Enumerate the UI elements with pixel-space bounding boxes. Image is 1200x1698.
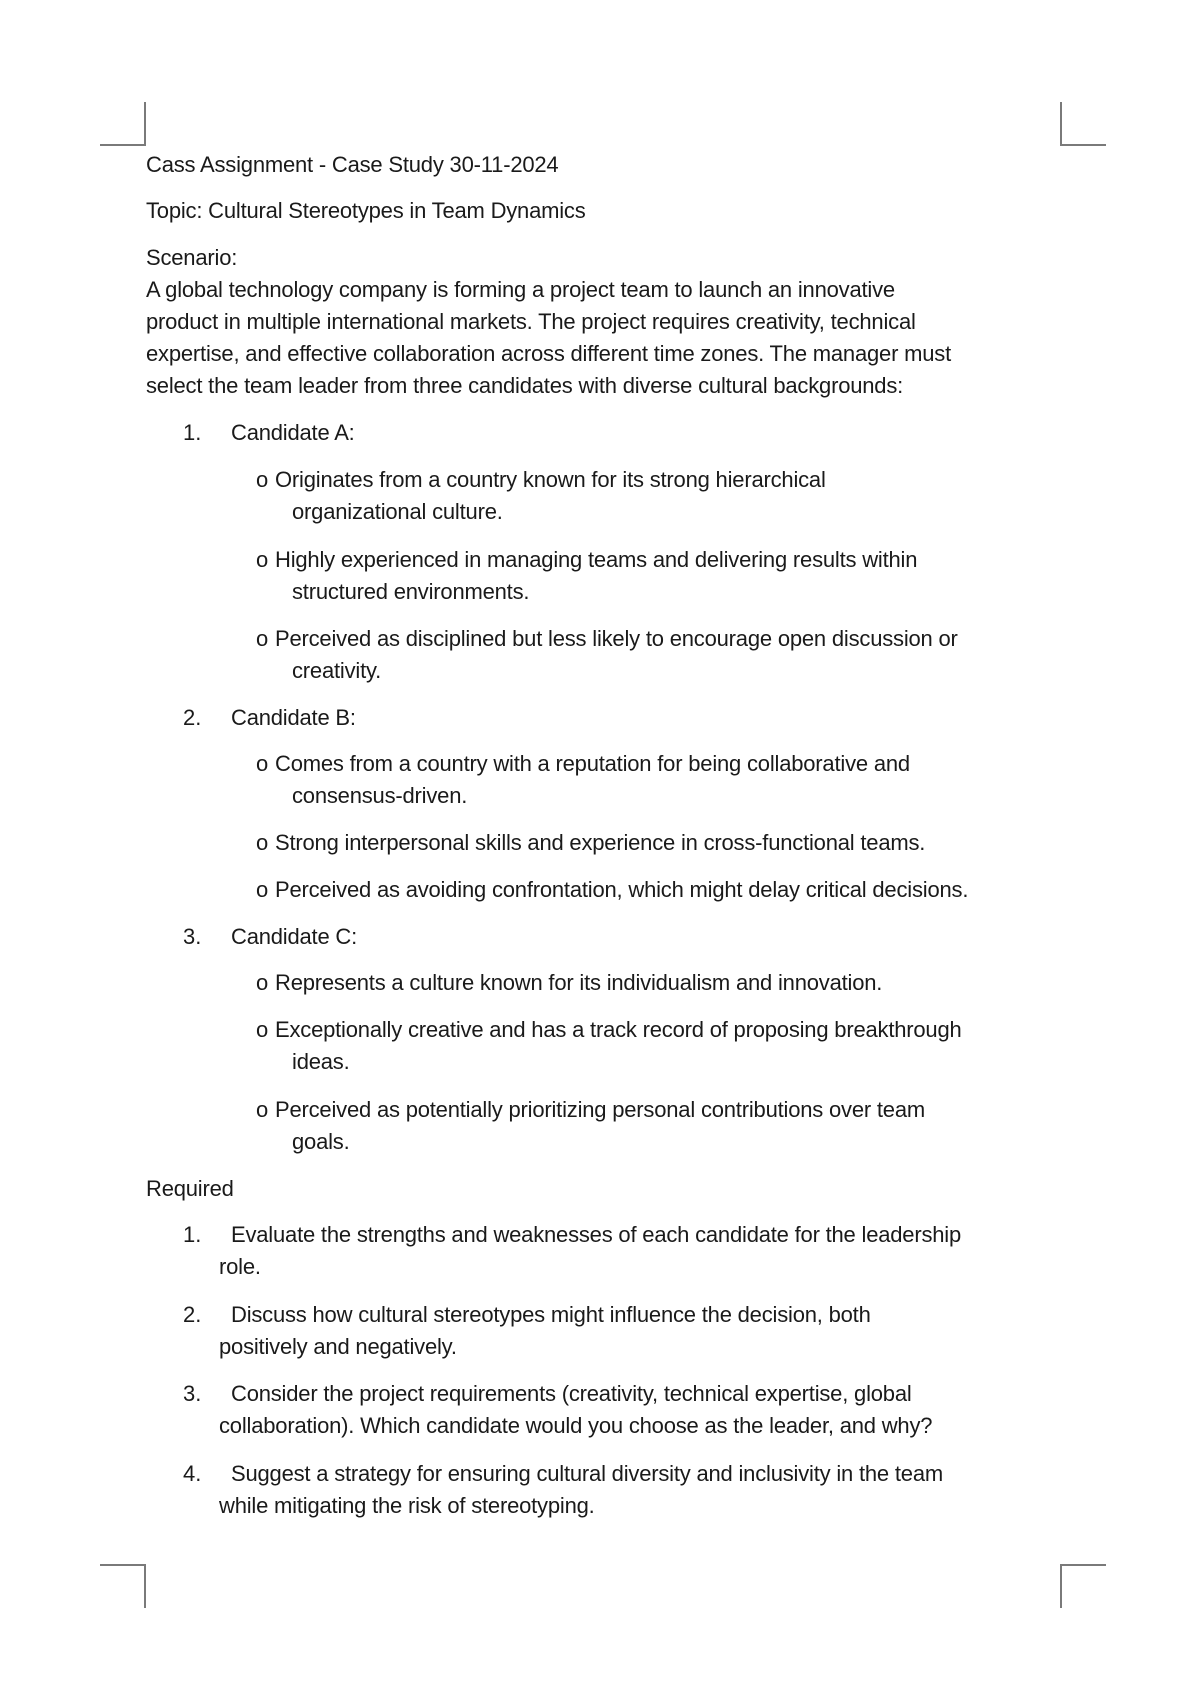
crop-mark-bottom-right-vertical — [1060, 1564, 1062, 1608]
required-line: Consider the project requirements (creativity, technical expertise, global — [231, 1381, 912, 1406]
candidate-point-line: Strong interpersonal skills and experience in cross-functional teams. — [275, 830, 926, 855]
bullet-marker: o — [256, 1097, 269, 1122]
candidate-point-line: Highly experienced in managing teams and delivering results within — [275, 547, 918, 572]
candidate-point-line: Represents a culture known for its individualism and innovation. — [275, 970, 883, 995]
candidate-point-line: creativity. — [292, 658, 382, 683]
candidate-point-line: Originates from a country known for its strong hierarchical — [275, 467, 826, 492]
candidate-point-line: Perceived as potentially prioritizing personal contributions over team — [275, 1097, 926, 1122]
candidate-name: Candidate B: — [231, 705, 356, 730]
candidate-point-line: structured environments. — [292, 579, 530, 604]
required-number: 3. — [183, 1381, 202, 1406]
candidate-number: 1. — [183, 420, 202, 445]
document-title: Cass Assignment - Case Study 30-11-2024 — [146, 152, 559, 177]
required-line: positively and negatively. — [219, 1334, 457, 1359]
candidate-name: Candidate C: — [231, 924, 358, 949]
candidate-point-line: consensus-driven. — [292, 783, 468, 808]
candidate-point-line: goals. — [292, 1129, 350, 1154]
bullet-marker: o — [256, 877, 269, 902]
candidate-point-line: organizational culture. — [292, 499, 503, 524]
bullet-marker: o — [256, 1017, 269, 1042]
candidate-point-line: Exceptionally creative and has a track record of proposing breakthrough — [275, 1017, 962, 1042]
crop-mark-bottom-left-vertical — [144, 1564, 146, 1608]
required-line: role. — [219, 1254, 261, 1279]
required-number: 1. — [183, 1222, 202, 1247]
scenario-line: expertise, and effective collaboration across different time zones. The manager must — [146, 341, 951, 366]
bullet-marker: o — [256, 547, 269, 572]
candidate-point-line: ideas. — [292, 1049, 350, 1074]
candidate-name: Candidate A: — [231, 420, 355, 445]
candidate-number: 2. — [183, 705, 202, 730]
candidate-point-line: Perceived as disciplined but less likely to encourage open discussion or — [275, 626, 958, 651]
crop-mark-top-left-horizontal — [100, 144, 146, 146]
scenario-line: A global technology company is forming a project team to launch an innovative — [146, 277, 895, 302]
required-line: Suggest a strategy for ensuring cultural diversity and inclusivity in the team — [231, 1461, 943, 1486]
bullet-marker: o — [256, 626, 269, 651]
required-line: collaboration). Which candidate would you choose as the leader, and why? — [219, 1413, 933, 1438]
crop-mark-top-right-horizontal — [1060, 144, 1106, 146]
scenario-line: select the team leader from three candidates with diverse cultural backgrounds: — [146, 373, 904, 398]
crop-mark-top-left-vertical — [144, 102, 146, 146]
candidate-point-line: Perceived as avoiding confrontation, which might delay critical decisions. — [275, 877, 969, 902]
candidate-number: 3. — [183, 924, 202, 949]
bullet-marker: o — [256, 830, 269, 855]
required-line: Discuss how cultural stereotypes might influence the decision, both — [231, 1302, 871, 1327]
required-heading: Required — [146, 1176, 234, 1201]
candidate-point-line: Comes from a country with a reputation for being collaborative and — [275, 751, 910, 776]
bullet-marker: o — [256, 970, 269, 995]
required-number: 2. — [183, 1302, 202, 1327]
topic-line: Topic: Cultural Stereotypes in Team Dynamics — [146, 198, 586, 223]
required-line: Evaluate the strengths and weaknesses of each candidate for the leadership — [231, 1222, 962, 1247]
scenario-heading: Scenario: — [146, 245, 238, 270]
crop-mark-bottom-left-horizontal — [100, 1564, 146, 1566]
crop-mark-top-right-vertical — [1060, 102, 1062, 146]
scenario-line: product in multiple international markets. The project requires creativity, technical — [146, 309, 916, 334]
required-line: while mitigating the risk of stereotyping. — [219, 1493, 595, 1518]
required-number: 4. — [183, 1461, 202, 1486]
bullet-marker: o — [256, 467, 269, 492]
crop-mark-bottom-right-horizontal — [1060, 1564, 1106, 1566]
bullet-marker: o — [256, 751, 269, 776]
